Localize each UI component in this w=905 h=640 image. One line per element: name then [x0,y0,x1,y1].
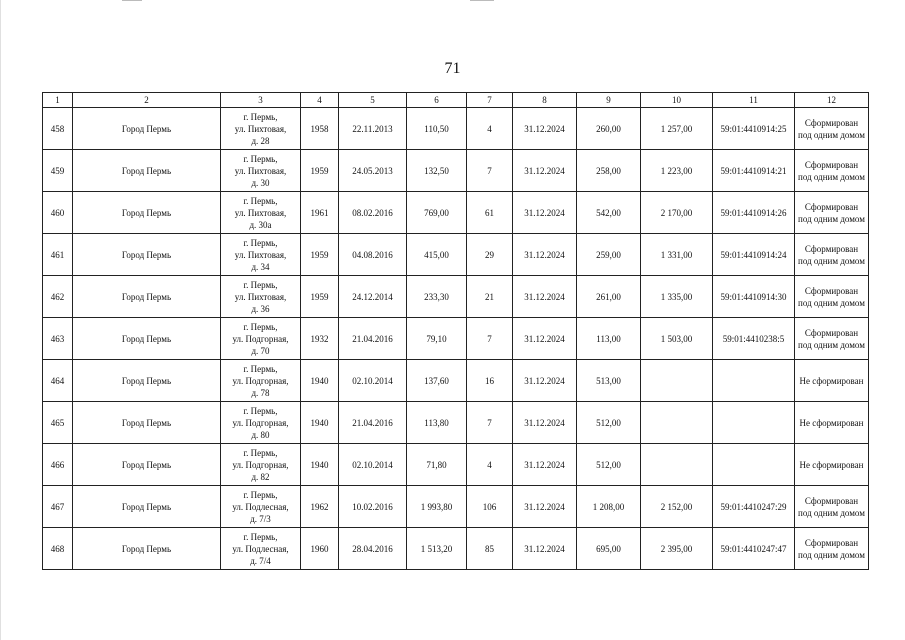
cadastral-number-cell: 59:01:4410914:24 [713,234,795,276]
table-row [43,402,869,444]
date-cell: 02.10.2014 [339,360,407,402]
year-cell: 1960 [301,528,339,570]
address-line: ул. Подгорная, [232,417,289,428]
plot-status-cell [795,486,869,528]
address-line: ул. Пихтовая, [234,123,287,134]
table-body [43,108,869,570]
table-row [43,360,869,402]
row-number-cell: 459 [43,150,73,192]
residents-cell: 85 [467,528,513,570]
status-line: под одним домом [798,255,865,266]
residents-cell: 16 [467,360,513,402]
deadline-cell: 31.12.2024 [513,444,577,486]
municipality-cell: Город Пермь [73,108,221,150]
plot-status-cell [795,150,869,192]
address-line: ул. Подлесная, [232,543,289,554]
year-cell: 1932 [301,318,339,360]
status-line: Не сформирован [799,417,864,428]
area-cell: 1 513,20 [407,528,467,570]
address-cell [221,528,301,570]
status-line: под одним домом [798,297,865,308]
plot-status-cell [795,276,869,318]
land-area-cell: 512,00 [577,444,641,486]
address-line: д. 80 [251,429,270,440]
table-row [43,234,869,276]
address-line: ул. Подгорная, [232,333,289,344]
plot-area-cell: 1 331,00 [641,234,713,276]
plot-area-cell: 1 503,00 [641,318,713,360]
deadline-cell: 31.12.2024 [513,402,577,444]
date-cell: 10.02.2016 [339,486,407,528]
year-cell: 1940 [301,360,339,402]
area-cell: 233,30 [407,276,467,318]
address-line: д. 30 [251,177,270,188]
deadline-cell: 31.12.2024 [513,318,577,360]
plot-area-cell [641,360,713,402]
plot-area-cell: 1 335,00 [641,276,713,318]
cadastral-number-cell: 59:01:4410247:29 [713,486,795,528]
table-row [43,108,869,150]
plot-status-cell [795,192,869,234]
column-header: 1 [43,93,73,108]
status-line: под одним домом [798,213,865,224]
address-line: д. 28 [251,135,270,146]
cadastral-number-cell [713,360,795,402]
year-cell: 1962 [301,486,339,528]
land-area-cell: 542,00 [577,192,641,234]
status-line: Сформирован [804,285,859,296]
area-cell: 769,00 [407,192,467,234]
status-line: Сформирован [804,159,859,170]
deadline-cell: 31.12.2024 [513,528,577,570]
status-line: под одним домом [798,549,865,560]
address-cell [221,318,301,360]
residents-cell: 4 [467,108,513,150]
land-area-cell: 258,00 [577,150,641,192]
plot-status-cell [795,108,869,150]
deadline-cell: 31.12.2024 [513,192,577,234]
cadastral-number-cell [713,402,795,444]
year-cell: 1959 [301,150,339,192]
date-cell: 24.05.2013 [339,150,407,192]
column-header: 4 [301,93,339,108]
cadastral-number-cell: 59:01:4410914:21 [713,150,795,192]
year-cell: 1959 [301,234,339,276]
table-row [43,192,869,234]
land-area-cell: 259,00 [577,234,641,276]
municipality-cell: Город Пермь [73,528,221,570]
address-line: г. Пермь, [243,531,278,542]
year-cell: 1940 [301,444,339,486]
status-line: под одним домом [798,507,865,518]
scan-mark [122,0,142,1]
year-cell: 1959 [301,276,339,318]
address-line: ул. Пихтовая, [234,291,287,302]
column-header: 7 [467,93,513,108]
status-line: Сформирован [804,327,859,338]
address-line: ул. Пихтовая, [234,207,287,218]
address-line: г. Пермь, [243,489,278,500]
address-line: г. Пермь, [243,153,278,164]
deadline-cell: 31.12.2024 [513,108,577,150]
date-cell: 24.12.2014 [339,276,407,318]
status-line: Сформирован [804,495,859,506]
address-line: д. 78 [251,387,270,398]
row-number-cell: 463 [43,318,73,360]
land-area-cell: 513,00 [577,360,641,402]
address-line: д. 70 [251,345,270,356]
residents-cell: 61 [467,192,513,234]
address-cell [221,444,301,486]
date-cell: 04.08.2016 [339,234,407,276]
deadline-cell: 31.12.2024 [513,234,577,276]
address-line: г. Пермь, [243,405,278,416]
date-cell: 02.10.2014 [339,444,407,486]
deadline-cell: 31.12.2024 [513,150,577,192]
address-line: г. Пермь, [243,237,278,248]
land-area-cell: 695,00 [577,528,641,570]
plot-status-cell [795,234,869,276]
residents-cell: 7 [467,402,513,444]
deadline-cell: 31.12.2024 [513,276,577,318]
row-number-cell: 468 [43,528,73,570]
address-cell [221,486,301,528]
address-line: д. 7/3 [250,513,271,524]
date-cell: 22.11.2013 [339,108,407,150]
address-line: ул. Подлесная, [232,501,289,512]
status-line: под одним домом [798,171,865,182]
area-cell: 137,60 [407,360,467,402]
column-header: 3 [221,93,301,108]
municipality-cell: Город Пермь [73,486,221,528]
address-line: ул. Пихтовая, [234,249,287,260]
plot-status-cell [795,318,869,360]
cadastral-number-cell: 59:01:4410238:5 [713,318,795,360]
address-line: ул. Подгорная, [232,375,289,386]
municipality-cell: Город Пермь [73,192,221,234]
land-area-cell: 1 208,00 [577,486,641,528]
date-cell: 21.04.2016 [339,402,407,444]
municipality-cell: Город Пермь [73,150,221,192]
deadline-cell: 31.12.2024 [513,486,577,528]
table-row [43,150,869,192]
column-header: 2 [73,93,221,108]
residents-cell: 29 [467,234,513,276]
plot-area-cell [641,402,713,444]
year-cell: 1940 [301,402,339,444]
address-line: г. Пермь, [243,279,278,290]
municipality-cell: Город Пермь [73,402,221,444]
status-line: Сформирован [804,243,859,254]
scan-mark [470,0,494,1]
status-line: под одним домом [798,129,865,140]
status-line: под одним домом [798,339,865,350]
plot-status-cell [795,402,869,444]
cadastral-number-cell: 59:01:4410914:30 [713,276,795,318]
row-number-cell: 462 [43,276,73,318]
plot-status-cell [795,444,869,486]
address-line: ул. Подгорная, [232,459,289,470]
municipality-cell: Город Пермь [73,444,221,486]
date-cell: 28.04.2016 [339,528,407,570]
address-line: д. 82 [251,471,270,482]
plot-status-cell [795,360,869,402]
land-area-cell: 512,00 [577,402,641,444]
municipality-cell: Город Пермь [73,276,221,318]
land-area-cell: 261,00 [577,276,641,318]
date-cell: 08.02.2016 [339,192,407,234]
column-header: 5 [339,93,407,108]
table-row [43,486,869,528]
address-cell [221,402,301,444]
plot-area-cell: 2 152,00 [641,486,713,528]
address-line: д. 7/4 [250,555,271,566]
area-cell: 415,00 [407,234,467,276]
land-area-cell: 260,00 [577,108,641,150]
column-header: 8 [513,93,577,108]
status-line: Сформирован [804,201,859,212]
municipality-cell: Город Пермь [73,234,221,276]
residents-cell: 21 [467,276,513,318]
address-cell [221,276,301,318]
status-line: Не сформирован [799,375,864,386]
table-row [43,444,869,486]
address-line: г. Пермь, [243,111,278,122]
status-line: Сформирован [804,537,859,548]
year-cell: 1958 [301,108,339,150]
scan-edge [0,0,1,640]
plot-area-cell: 1 223,00 [641,150,713,192]
area-cell: 132,50 [407,150,467,192]
cadastral-number-cell: 59:01:4410914:26 [713,192,795,234]
area-cell: 1 993,80 [407,486,467,528]
row-number-cell: 465 [43,402,73,444]
residents-cell: 7 [467,150,513,192]
plot-area-cell [641,444,713,486]
address-line: д. 36 [251,303,270,314]
plot-area-cell: 1 257,00 [641,108,713,150]
page-number: 71 [444,60,461,77]
plot-area-cell: 2 170,00 [641,192,713,234]
plot-status-cell [795,528,869,570]
address-cell [221,360,301,402]
address-line: г. Пермь, [243,195,278,206]
column-header: 6 [407,93,467,108]
row-number-cell: 460 [43,192,73,234]
table-row [43,528,869,570]
status-line: Сформирован [804,117,859,128]
row-number-cell: 464 [43,360,73,402]
area-cell: 110,50 [407,108,467,150]
table-row [43,276,869,318]
year-cell: 1961 [301,192,339,234]
column-header: 9 [577,93,641,108]
date-cell: 21.04.2016 [339,318,407,360]
row-number-cell: 461 [43,234,73,276]
row-number-cell: 467 [43,486,73,528]
cadastral-number-cell [713,444,795,486]
address-line: д. 30а [249,219,272,230]
address-cell [221,150,301,192]
column-header: 12 [795,93,869,108]
cadastral-number-cell: 59:01:4410247:47 [713,528,795,570]
column-header: 11 [713,93,795,108]
address-cell [221,108,301,150]
area-cell: 71,80 [407,444,467,486]
area-cell: 113,80 [407,402,467,444]
table-row [43,318,869,360]
table-header-row [43,93,869,108]
land-area-cell: 113,00 [577,318,641,360]
residents-cell: 7 [467,318,513,360]
address-line: ул. Пихтовая, [234,165,287,176]
residents-cell: 106 [467,486,513,528]
address-line: д. 34 [251,261,270,272]
status-line: Не сформирован [799,459,864,470]
area-cell: 79,10 [407,318,467,360]
address-line: г. Пермь, [243,363,278,374]
municipality-cell: Город Пермь [73,360,221,402]
residents-cell: 4 [467,444,513,486]
row-number-cell: 458 [43,108,73,150]
address-cell [221,234,301,276]
address-cell [221,192,301,234]
column-header: 10 [641,93,713,108]
address-line: г. Пермь, [243,321,278,332]
municipality-cell: Город Пермь [73,318,221,360]
plot-area-cell: 2 395,00 [641,528,713,570]
registry-table [42,92,869,570]
row-number-cell: 466 [43,444,73,486]
cadastral-number-cell: 59:01:4410914:25 [713,108,795,150]
deadline-cell: 31.12.2024 [513,360,577,402]
address-line: г. Пермь, [243,447,278,458]
